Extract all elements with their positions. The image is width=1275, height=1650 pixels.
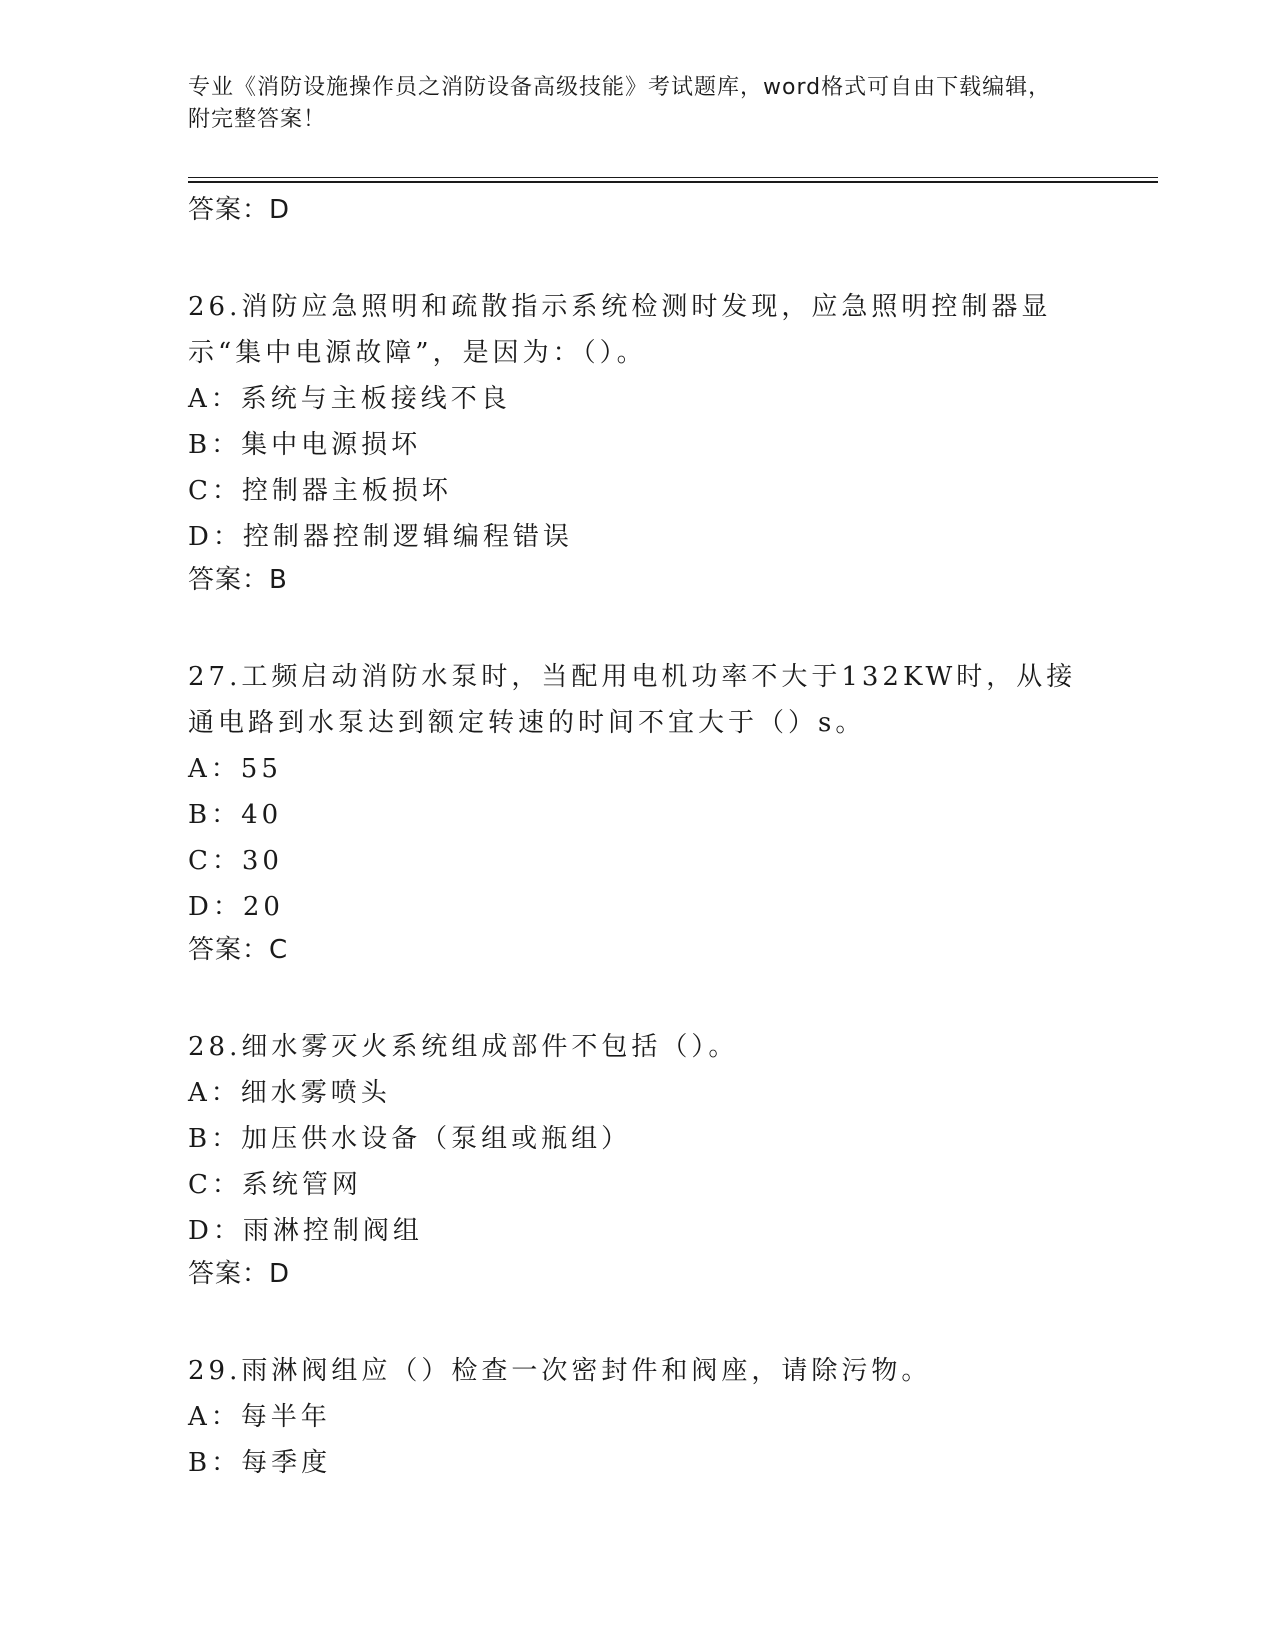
option-a: A：系统与主板接线不良 xyxy=(188,384,511,414)
question-content xyxy=(188,190,1088,1486)
header-divider-thick xyxy=(188,181,1158,183)
option-a: A：55 xyxy=(188,754,282,784)
question-stem: 27.工频启动消防水泵时，当配用电机功率不大于132KW时，从接通电路到水泵达到额定转速的时间不宜大于（）s。 xyxy=(188,662,1077,738)
option-b: B：集中电源损坏 xyxy=(188,430,422,460)
option-d: D：控制器控制逻辑编程错误 xyxy=(188,522,573,552)
answer-line: 答案：D xyxy=(188,1259,291,1289)
answer-line: 答案：D xyxy=(188,195,291,225)
option-b: B：每季度 xyxy=(188,1448,332,1478)
question-item xyxy=(188,284,1088,600)
question-item xyxy=(188,654,1088,970)
question-item xyxy=(188,1348,1088,1486)
question-stem: 28.细水雾灭火系统组成部件不包括（）。 xyxy=(188,1032,739,1062)
header-divider-thin xyxy=(188,177,1158,178)
question-stem: 29.雨淋阀组应（）检查一次密封件和阀座，请除污物。 xyxy=(188,1356,932,1386)
option-a: A：每半年 xyxy=(188,1402,331,1432)
option-d: D：20 xyxy=(188,892,284,922)
answer-line: 答案：B xyxy=(188,565,288,595)
question-stem: 26.消防应急照明和疏散指示系统检测时发现，应急照明控制器显示“集中电源故障”，是因为：（）。 xyxy=(188,292,1052,368)
option-a: A：细水雾喷头 xyxy=(188,1078,391,1108)
option-b: B：40 xyxy=(188,800,283,830)
answer-line: 答案：C xyxy=(188,935,289,965)
option-d: D：雨淋控制阀组 xyxy=(188,1216,423,1246)
header-title: 专业《消防设施操作员之消防设备高级技能》考试题库，word格式可自由下载编辑，附完整答案！ xyxy=(188,75,1052,132)
option-c: C：控制器主板损坏 xyxy=(188,476,452,506)
option-c: C：30 xyxy=(188,846,283,876)
option-c: C：系统管网 xyxy=(188,1170,362,1200)
option-b: B：加压供水设备（泵组或瓶组） xyxy=(188,1124,632,1154)
document-header xyxy=(188,72,1068,136)
question-item xyxy=(188,1024,1088,1294)
